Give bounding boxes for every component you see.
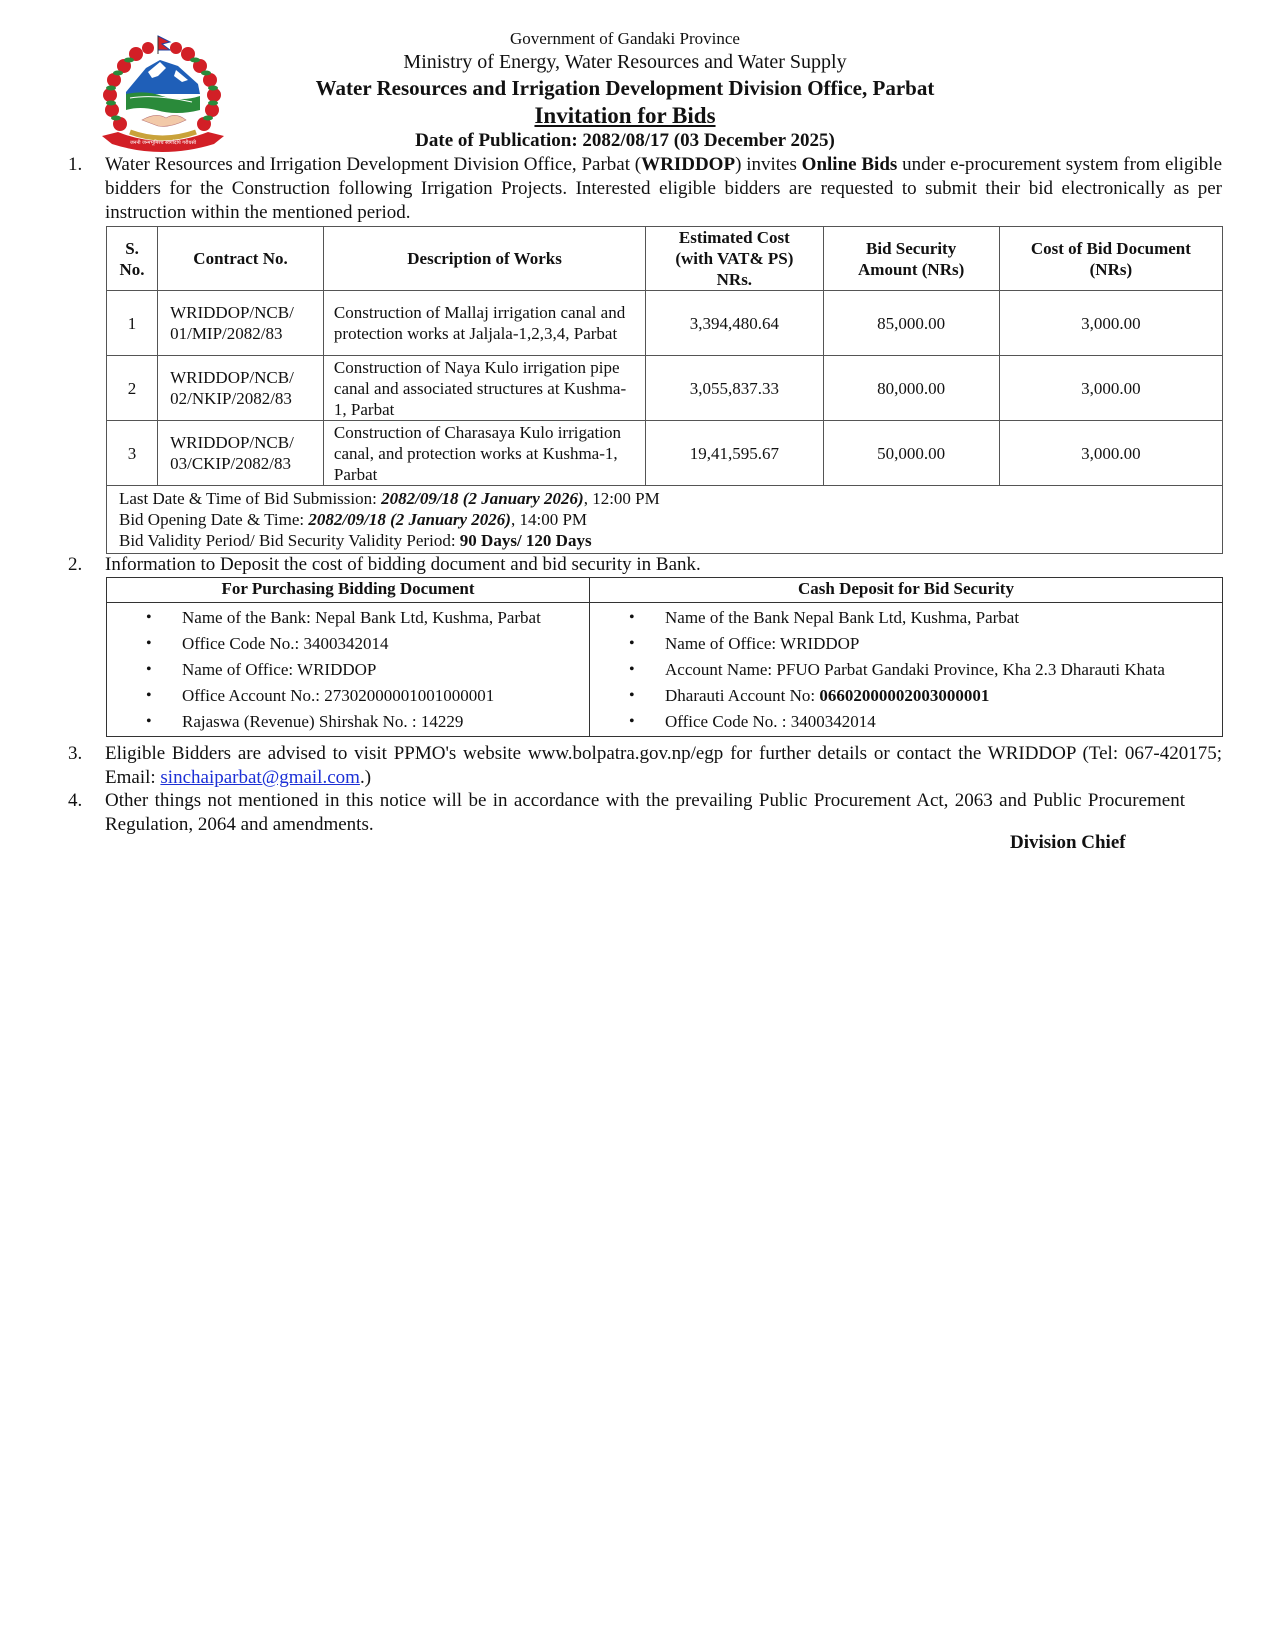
submission-deadline: Last Date & Time of Bid Submission: 2082/09/18 (2 January 2026), 12:00 PM	[119, 489, 660, 508]
dates-row	[107, 486, 1223, 554]
nepal-government-emblem-icon	[96, 32, 230, 154]
list-item: • Name of Office: WRIDDOP	[108, 657, 588, 683]
svg-text:जननी जन्मभूमिश्च स्वर्गादपि गर: जननी जन्मभूमिश्च स्वर्गादपि गरीयसी	[129, 140, 197, 146]
ministry-name: Ministry of Energy, Water Resources and Water Supply	[403, 51, 847, 73]
list-item: • Rajaswa (Revenue) Shirshak No. : 14229	[108, 709, 588, 735]
cash-deposit-details	[590, 603, 1223, 737]
header-description: Description of Works	[323, 227, 645, 291]
bank-header-row	[107, 578, 1223, 603]
bids-table	[106, 226, 1223, 554]
publication-date: Date of Publication: 2082/08/17 (03 December 2025)	[415, 130, 835, 151]
list-item: • Office Account No.: 27302000001001000001	[108, 683, 588, 709]
cell-bid-security: 85,000.00	[823, 291, 999, 356]
validity-period: Bid Validity Period/ Bid Security Validity Period: 90 Days/ 120 Days	[119, 531, 592, 550]
notice-header	[240, 28, 1010, 153]
paragraph-3	[68, 742, 1222, 790]
list-item: • Office Code No. : 3400342014	[591, 709, 1221, 735]
header-purchasing-document: For Purchasing Bidding Document	[107, 578, 590, 603]
cell-estimated-cost: 3,055,837.33	[646, 356, 823, 421]
table-row	[107, 421, 1223, 486]
signature-title: Division Chief	[1010, 832, 1126, 853]
email-link[interactable]: sinchaiparbat@gmail.com	[160, 767, 360, 788]
list-item: • Account Name: PFUO Parbat Gandaki Province, Kha 2.3 Dharauti Khata	[591, 657, 1221, 683]
text-segment: .)	[359, 767, 372, 788]
paragraph-text	[105, 153, 1222, 225]
cell-estimated-cost: 19,41,595.67	[646, 421, 823, 486]
header-cash-deposit: Cash Deposit for Bid Security	[590, 578, 1223, 603]
purchasing-document-details	[107, 603, 590, 737]
header-estimated-cost: Estimated Cost (with VAT& PS) NRs.	[646, 227, 823, 291]
cell-contract: WRIDDOP/NCB/ 03/CKIP/2082/83	[158, 421, 324, 486]
bank-info-row	[107, 603, 1223, 737]
cell-description: Construction of Charasaya Kulo irrigation canal, and protection works at Kushma-1, Parbat	[323, 421, 645, 486]
paragraph-number: 1.	[68, 154, 83, 175]
cell-contract: WRIDDOP/NCB/ 01/MIP/2082/83	[158, 291, 324, 356]
list-item: • Name of the Bank Nepal Bank Ltd, Kushma, Parbat	[591, 605, 1221, 631]
office-name: Water Resources and Irrigation Development Division Office, Parbat	[315, 76, 935, 100]
text-segment: Eligible Bidders are advised to visit PPMO's website www.bolpatra.gov.np/egp for further details or contact the WRIDDOP (Tel: 067-420175; Email:	[105, 743, 1222, 788]
table-row	[107, 291, 1223, 356]
cell-doc-cost: 3,000.00	[999, 291, 1222, 356]
list-item: • Name of Office: WRIDDOP	[591, 631, 1221, 657]
bid-type: Online Bids	[801, 154, 898, 175]
header-doc-cost: Cost of Bid Document (NRs)	[999, 227, 1222, 291]
cell-estimated-cost: 3,394,480.64	[646, 291, 823, 356]
cell-description: Construction of Mallaj irrigation canal and protection works at Jaljala-1,2,3,4, Parbat	[323, 291, 645, 356]
text-segment: ) invites	[735, 154, 802, 175]
cell-bid-security: 80,000.00	[823, 356, 999, 421]
list-item: • Office Code No.: 3400342014	[108, 631, 588, 657]
page-title: Invitation for Bids	[534, 103, 716, 128]
paragraph-text	[105, 742, 1222, 790]
paragraph-number: 4.	[68, 790, 83, 811]
opening-date: Bid Opening Date & Time: 2082/09/18 (2 January 2026), 14:00 PM	[119, 510, 588, 529]
paragraph-number: 3.	[68, 743, 83, 764]
cell-sno: 2	[107, 356, 158, 421]
bank-info-table	[106, 577, 1223, 737]
table-row	[107, 356, 1223, 421]
bid-dates	[107, 486, 1223, 554]
paragraph-text: Information to Deposit the cost of bidding document and bid security in Bank.	[105, 554, 701, 575]
cell-sno: 3	[107, 421, 158, 486]
purchasing-document-list	[108, 604, 588, 735]
header-sno: S. No.	[107, 227, 158, 291]
cell-sno: 1	[107, 291, 158, 356]
cell-doc-cost: 3,000.00	[999, 421, 1222, 486]
cell-doc-cost: 3,000.00	[999, 356, 1222, 421]
header-bid-security: Bid Security Amount (NRs)	[823, 227, 999, 291]
cell-description: Construction of Naya Kulo irrigation pipe canal and associated structures at Kushma-1, Parbat	[323, 356, 645, 421]
table-header-row	[107, 227, 1223, 291]
cell-bid-security: 50,000.00	[823, 421, 999, 486]
text-segment: Water Resources and Irrigation Development Division Office, Parbat (	[105, 154, 642, 175]
paragraph-number: 2.	[68, 554, 83, 575]
paragraph-2	[68, 553, 1222, 577]
paragraph-1	[68, 153, 1222, 225]
cell-contract: WRIDDOP/NCB/ 02/NKIP/2082/83	[158, 356, 324, 421]
government-name: Government of Gandaki Province	[510, 29, 740, 48]
list-item: • Name of the Bank: Nepal Bank Ltd, Kushma, Parbat	[108, 605, 588, 631]
office-abbreviation: WRIDDOP	[641, 154, 736, 175]
paragraph-4	[68, 789, 1185, 837]
header-contract: Contract No.	[158, 227, 324, 291]
paragraph-text: Other things not mentioned in this notice will be in accordance with the prevailing Public Procurement Act, 2063 and Public Procurement Regulation, 2064 and amendments.	[105, 790, 1185, 835]
cash-deposit-list	[591, 604, 1221, 735]
text-segment: under e-procurement system from eligible bidders for the Construction following Irrigation Projects. Interested eligible bidders are requested to submit their bid electronically as per instruction within the mentioned period.	[105, 154, 1222, 223]
list-item: • Dharauti Account No: 06602000002003000001	[591, 683, 1221, 709]
